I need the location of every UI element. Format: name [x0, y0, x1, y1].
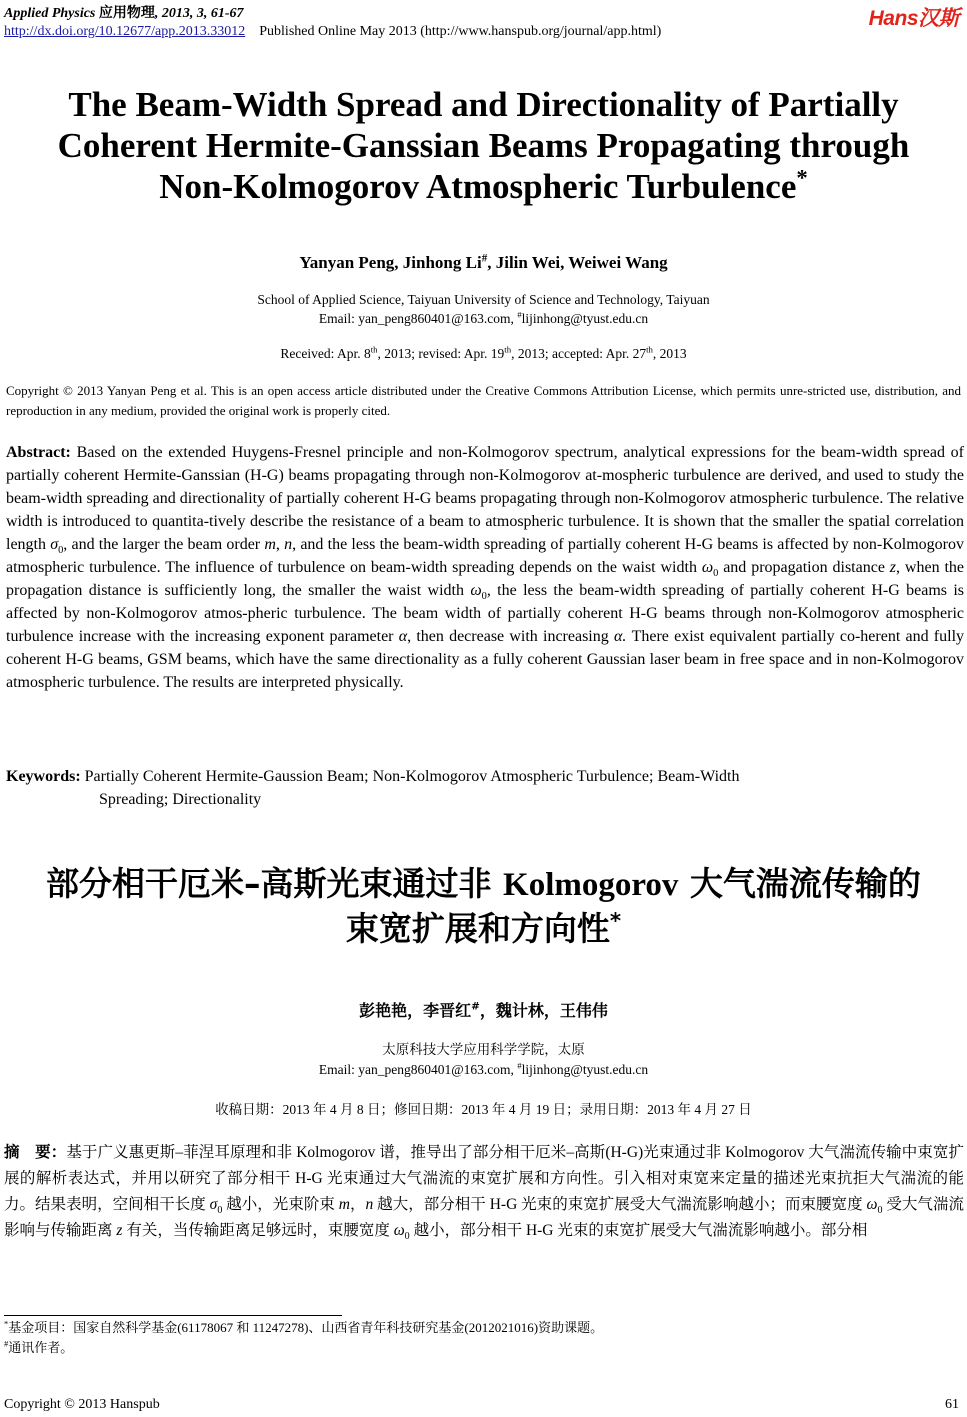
- cn-authors: 彭艳艳，李晋红#，魏计林，王伟伟: [359, 1000, 608, 1020]
- journal-info: , 2013, 3, 61-67: [154, 6, 244, 21]
- footnote-corresponding: #通讯作者。: [4, 1338, 74, 1355]
- journal-header: [4, 2, 244, 22]
- published-online: Published Online May 2013 (http://www.hanspub.org/journal/app.html): [259, 24, 662, 39]
- footnote-funding: *基金项目：国家自然科学基金(61178067 和 11247278)、山西省青年科技研究基金(2012021016)资助课题。: [4, 1318, 604, 1335]
- abstract-label: Abstract:: [6, 444, 71, 461]
- cn-paper-title: 部分相干厄米–高斯光束通过非 Kolmogorov 大气湍流传输的 束宽扩展和方向性*: [46, 864, 921, 948]
- cn-abstract-label: 摘 要：: [4, 1144, 67, 1161]
- doi-line: [4, 24, 661, 40]
- footnotes: [4, 1318, 603, 1358]
- title-line-2: Coherent Hermite-Ganssian Beams Propagating through: [57, 126, 910, 165]
- authors: Yanyan Peng, Jinhong Li#, Jilin Wei, Weiwei Wang: [299, 252, 668, 272]
- affiliation-email: Email: yan_peng860401@163.com, #lijinhong@tyust.edu.cn: [318, 309, 649, 326]
- hans-logo: Hans汉斯: [868, 7, 959, 30]
- title-line-3: Non-Kolmogorov Atmospheric Turbulence*: [159, 165, 808, 206]
- cn-abstract: 摘 要：基于广义惠更斯–菲涅耳原理和非 Kolmogorov 谱，推导出了部分相干厄米–高斯(H-G)光束通过非 Kolmogorov 大气湍流传输中束宽扩展的解析表达式，并用以研究了部分相干 H-G 光束通过大气湍流的束宽扩展和方向性。引入相对束宽来定量的描述光束抗拒大气湍流的能力。结果表明，空间相干长度 $\sigma_0$ 越小，光束阶束 m，n 越大，部分相干 H-G 光束的束宽扩展受大气湍流影响越小；而束腰宽度 $\omega_0$ 受大气湍流影响与传输距离 z 有关，当传输距离足够远时，束腰宽度 $\omega_0$ 越小，部分相干 H-G 光束的束宽扩展受大气湍流影响越小。部分相: [4, 1144, 964, 1243]
- affiliation-school: School of Applied Science, Taiyuan University of Science and Technology, Taiyuan: [257, 292, 710, 307]
- affiliation: [0, 290, 967, 328]
- title-line-1: The Beam-Width Spread and Directionality of Partially: [68, 85, 899, 124]
- corresponding-mark: #: [481, 252, 488, 265]
- title-footnote-mark: *: [796, 165, 808, 191]
- abstract: Abstract: Based on the extended Huygens-Fresnel principle and non-Kolmogorov spectrum, analytical expressions for the beam-width spread of partially coherent Hermite-Ganssian (H-G) beams propagating through non-Kolmogorov at-mospheric turbulence are derived, and used to study the beam-width spreading and directionality of partially coherent H-G beams propagating through non-Kolmogorov atmospheric turbulence. The relative width is introduced to quantita-tively describe the resistance of a beam to atmospheric turbulence. It is shown that the smaller the spatial correlation length $\sigma_0$, and the larger the beam order m, n, and the less the beam-width spreading of partially coherent H-G beams is affected by non-Kolmogorov atmospheric turbulence. The influence of turbulence on beam-width spreading depends on the waist width $\omega_0$ and propagation distance z, when the propagation distance is sufficiently long, the smaller the waist width $\omega_0$, the less the beam-width spreading of partially coherent H-G beams is affected by non-Kolmogorov atmos-pheric turbulence. The beam width of partially coherent H-G beams through non-Kolmogorov atmospheric turbulence increase with the increasing exponent parameter α, then decrease with increasing α. There exist equivalent partially co-herent and fully coherent H-G beams, GSM beams, which have the same directionality as a fully coherent Gaussian laser beam in free space and in non-Kolmogorov atmospheric turbulence. The results are interpreted physically.: [6, 444, 965, 691]
- copyright-notice: Copyright © 2013 Yanyan Peng et al. This is an open access article distributed under the Creative Commons Attribution License, which permits unre-stricted use, distribution, and reproduction in any medium, provided the original work is properly cited.: [6, 383, 961, 418]
- journal-name: Applied Physics: [4, 6, 96, 21]
- paper-title: [20, 84, 947, 207]
- keywords: Keywords: Partially Coherent Hermite-Gaussion Beam; Non-Kolmogorov Atmospheric Turbulence; Beam-Width Spreading; Directionality: [6, 768, 740, 808]
- journal-name-cn: 应用物理: [98, 6, 155, 21]
- received-dates: Received: Apr. 8th, 2013; revised: Apr. 19th, 2013; accepted: Apr. 27th, 2013: [280, 344, 687, 361]
- page-number: 61: [945, 1397, 959, 1412]
- footer-copyright: Copyright © 2013 Hanspub: [4, 1397, 160, 1412]
- cn-title-footnote-mark: *: [609, 909, 622, 934]
- cn-received-dates: 收稿日期：2013 年 4 月 8 日；修回日期：2013 年 4 月 19 日；录用日期：2013 年 4 月 27 日: [215, 1102, 752, 1117]
- footnote-divider: [4, 1315, 342, 1316]
- doi-link[interactable]: http://dx.doi.org/10.12677/app.2013.33012: [4, 24, 246, 39]
- keywords-label: Keywords:: [6, 768, 81, 785]
- cn-affiliation: 太原科技大学应用科学学院，太原 Email: yan_peng860401@163.com, #lijinhong@tyust.edu.cn: [318, 1042, 649, 1077]
